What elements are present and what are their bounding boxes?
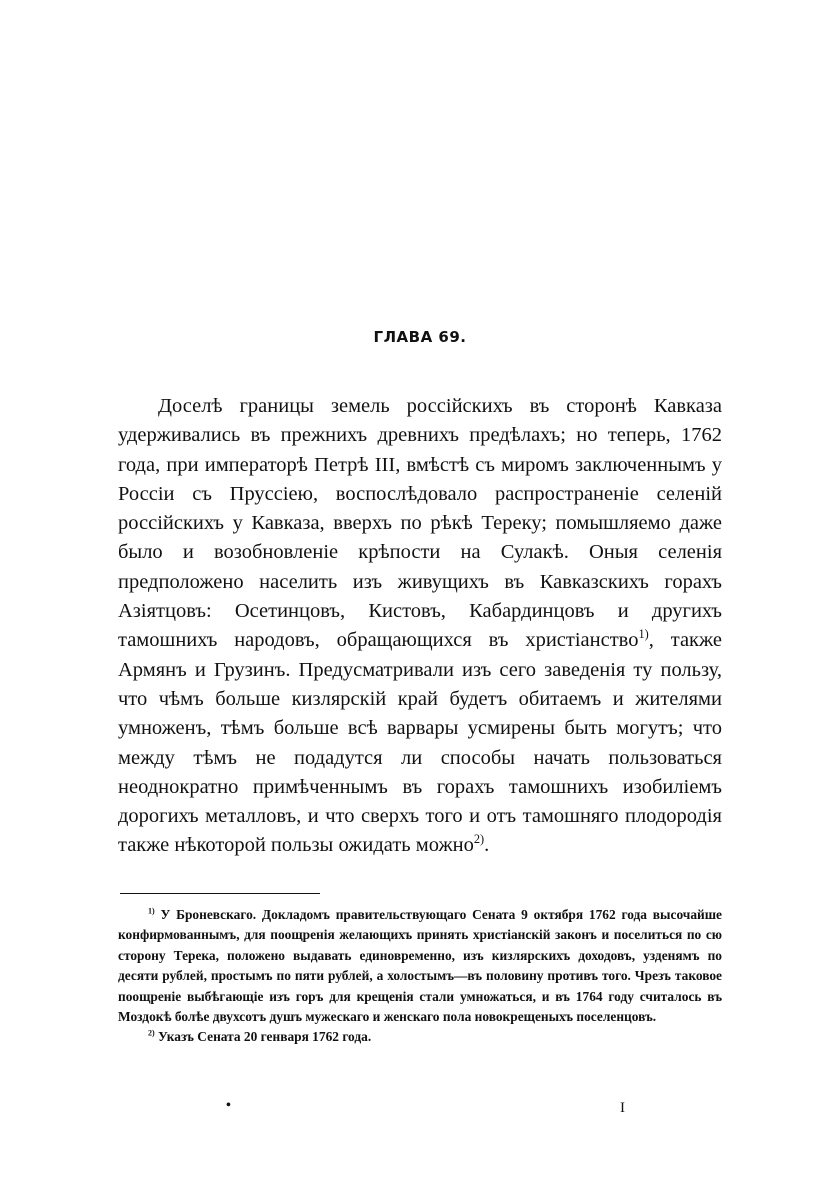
paragraph-text-end: . — [484, 834, 490, 857]
footnote-1 — [118, 905, 722, 1027]
gathering-mark: I — [620, 1100, 625, 1116]
footnote-1-text: У Броневскаго. Докладомъ правительствующаго Сената 9 октября 1762 года высочайше конфирмованнымъ, для поощренія желающихъ принять христіанскій законъ и поселиться по сю сторону Терека, положено выдавать единовременно, изъ кизлярскихъ доходовъ, узденямъ по десяти рублей, простымъ по пяти рублей, а холостымъ—въ половину противъ того. Чрезъ таковое поощреніе выбѣгающіе изъ горъ для крещенія стали умножаться, и въ 1764 году считалось въ Моздокѣ болѣе двухсотъ душъ мужескаго и женскаго пола новокрещеныхъ поселенцовъ. — [118, 907, 722, 1025]
footnote-ref-2[interactable]: 2) — [473, 832, 485, 847]
footnote-ref-1[interactable]: 1) — [638, 627, 649, 642]
footnote-2 — [118, 1027, 722, 1047]
signature-mark: • — [226, 1098, 231, 1113]
footnote-2-marker: 2) — [148, 1028, 155, 1038]
paragraph-text-part1: Доселѣ границы земель россійскихъ въ сторонѣ Кавказа удерживались въ прежнихъ древнихъ предѣлахъ; но теперь, 1762 года, при императорѣ Петрѣ III, вмѣстѣ съ миромъ заключеннымъ у Россіи съ Пруссіею, воспослѣдовало распространеніе селеній россійскихъ у Кавказа, вверхъ по рѣкѣ Тереку; помышляемо даже было и возобновленіе крѣпости на Сулакѣ. Оныя селенія предположено населить изъ живущихъ въ Кавказскихъ горахъ Азіятцовъ: Осетинцовъ, Кистовъ, Кабардинцовъ и другихъ тамошнихъ народовъ, обращающихся въ христіанство — [118, 395, 722, 652]
footnotes-section — [118, 905, 722, 1048]
footnote-2-text: Указъ Сената 20 генваря 1762 года. — [154, 1029, 372, 1045]
chapter-heading: ГЛАВА 69. — [373, 328, 467, 346]
footnote-1-marker: 1) — [148, 906, 155, 916]
paragraph-text-part2: , также Армянъ и Грузинъ. Предусматривали изъ сего заведенія ту пользу, что чѣмъ больше кизлярскій край будетъ обитаемъ и жителями умноженъ, тѣмъ больше всѣ варвары усмирены быть могутъ; что между тѣмъ не подадутся ли способы начать пользоваться неоднократно примѣченнымъ въ горахъ тамошнихъ изобиліемъ дорогихъ металловъ, и что сверхъ того и отъ тамошняго плодородія также нѣкоторой пользы ожидать можно — [118, 629, 722, 857]
main-paragraph — [118, 392, 722, 861]
footnote-divider — [120, 893, 320, 894]
